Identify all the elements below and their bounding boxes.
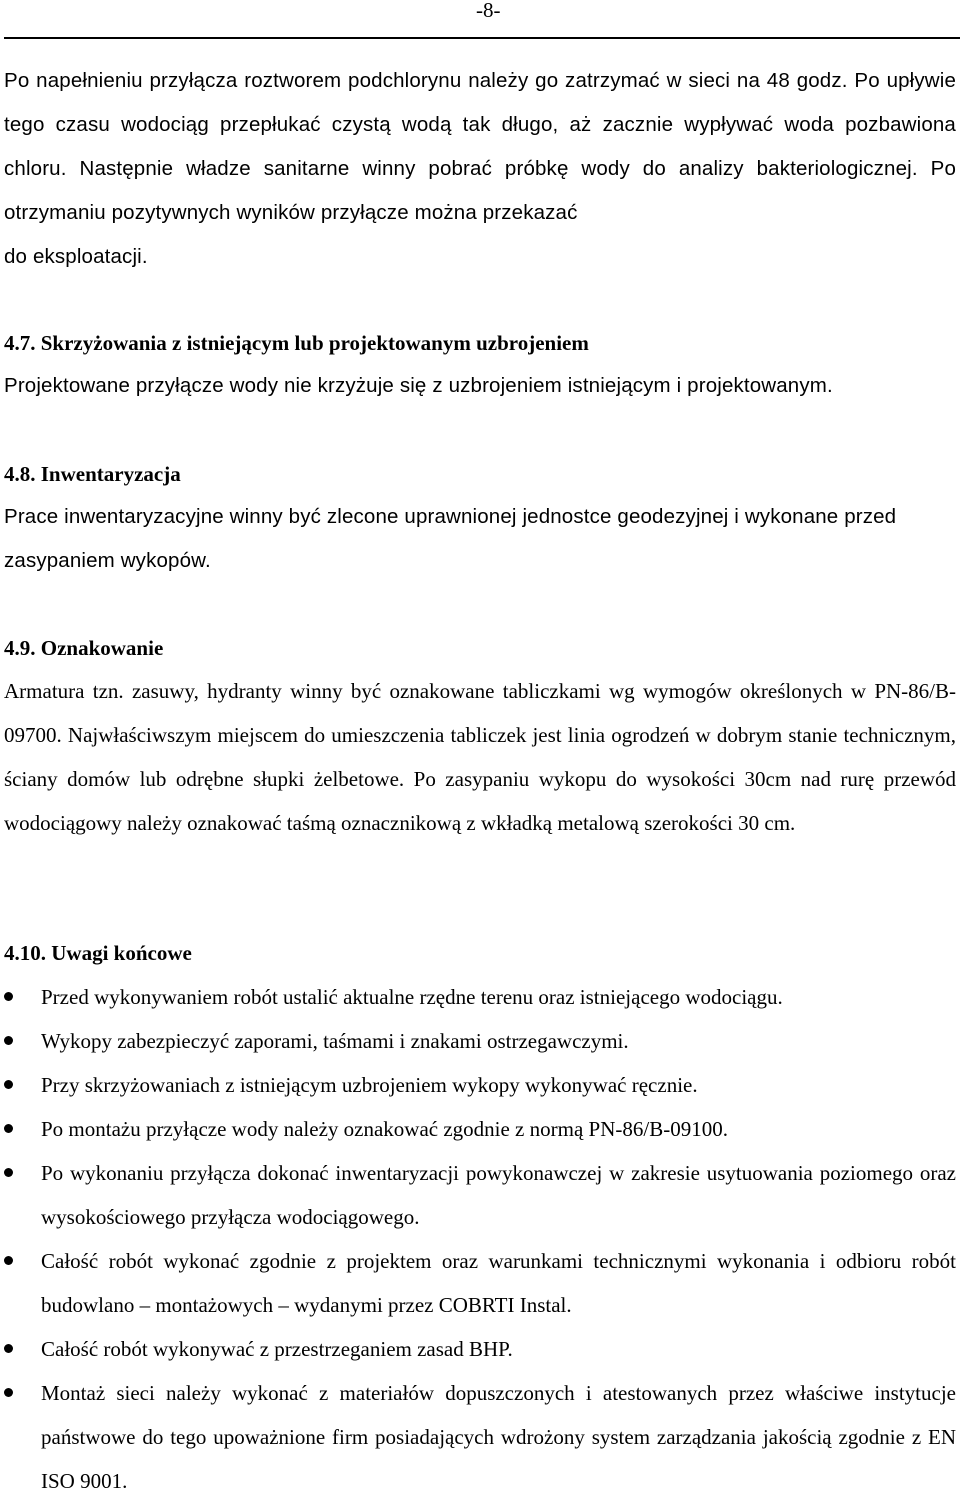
bullet-icon: [4, 992, 13, 1001]
section-4-9-heading: 4.9. Oznakowanie: [4, 636, 164, 660]
bullet-icon: [4, 1036, 13, 1045]
list-item: Po wykonaniu przyłącza dokonać inwentaryzacji powykonawczej w zakresie usytuowania poziomego oraz wysokościowego przyłącza wodociągowego.: [0, 1151, 960, 1239]
bullet-icon: [4, 1256, 13, 1265]
bullet-icon: [4, 1168, 13, 1177]
list-item: Całość robót wykonywać z przestrzeganiem zasad BHP.: [0, 1327, 960, 1371]
section-4-8-heading: 4.8. Inwentaryzacja: [4, 462, 181, 486]
list-item: Całość robót wykonać zgodnie z projektem oraz warunkami technicznymi wykonania i odbioru robót budowlano – montażowych – wydanymi przez COBRTI Instal.: [0, 1239, 960, 1327]
header-rule: [4, 37, 960, 39]
section-4-8-text: Prace inwentaryzacyjne winny być zlecone uprawnionej jednostce geodezyjnej i wykonane przed zasypaniem wykopów.: [4, 505, 897, 572]
page-number: -8-: [476, 0, 501, 22]
list-item: Wykopy zabezpieczyć zaporami, taśmami i znakami ostrzegawczymi.: [0, 1019, 960, 1063]
final-remarks-list: [0, 975, 960, 1503]
section-4-7-text: Projektowane przyłącze wody nie krzyżuje się z uzbrojeniem istniejącym i projektowanym.: [4, 374, 833, 397]
intro-paragraph: Po napełnieniu przyłącza roztworem podchlorynu należy go zatrzymać w sieci na 48 godz. Po upływie tego czasu wodociąg przepłukać czystą wodą tak długo, aż zacznie wypływać woda pozbawiona chloru. Następnie władze sanitarne winny pobrać próbkę wody do analizy bakteriologicznej. Po otrzymaniu pozytywnych wyników przyłącze można przekazać: [4, 69, 956, 224]
list-item: Przed wykonywaniem robót ustalić aktualne rzędne terenu oraz istniejącego wodociągu.: [0, 975, 960, 1019]
intro-paragraph-last-line: do eksploatacji.: [4, 245, 148, 268]
list-item: Przy skrzyżowaniach z istniejącym uzbrojeniem wykopy wykonywać ręcznie.: [0, 1063, 960, 1107]
list-item: Montaż sieci należy wykonać z materiałów dopuszczonych i atestowanych przez właściwe instytucje państwowe do tego upoważnione firm posiadających wdrożony system zarządzania jakością zgodnie z EN ISO 9001.: [0, 1371, 960, 1503]
section-4-10-heading: 4.10. Uwagi końcowe: [4, 941, 192, 965]
bullet-icon: [4, 1344, 13, 1353]
bullet-icon: [4, 1388, 13, 1397]
list-item: Po montażu przyłącze wody należy oznakować zgodnie z normą PN-86/B-09100.: [0, 1107, 960, 1151]
bullet-icon: [4, 1124, 13, 1133]
section-4-7-heading: 4.7. Skrzyżowania z istniejącym lub projektowanym uzbrojeniem: [4, 331, 589, 355]
bullet-icon: [4, 1080, 13, 1089]
section-4-9-text: Armatura tzn. zasuwy, hydranty winny być oznakowane tabliczkami wg wymogów określonych w PN-86/B-09700. Najwłaściwszym miejscem do umieszczenia tabliczek jest linia ogrodzeń w dobrym stanie technicznym, ściany domów lub odrębne słupki żelbetowe. Po zasypaniu wykopu do wysokości 30cm nad rurę przewód wodociągowy należy oznakować taśmą oznacznikową z wkładką metalową szerokości 30 cm.: [4, 679, 956, 835]
